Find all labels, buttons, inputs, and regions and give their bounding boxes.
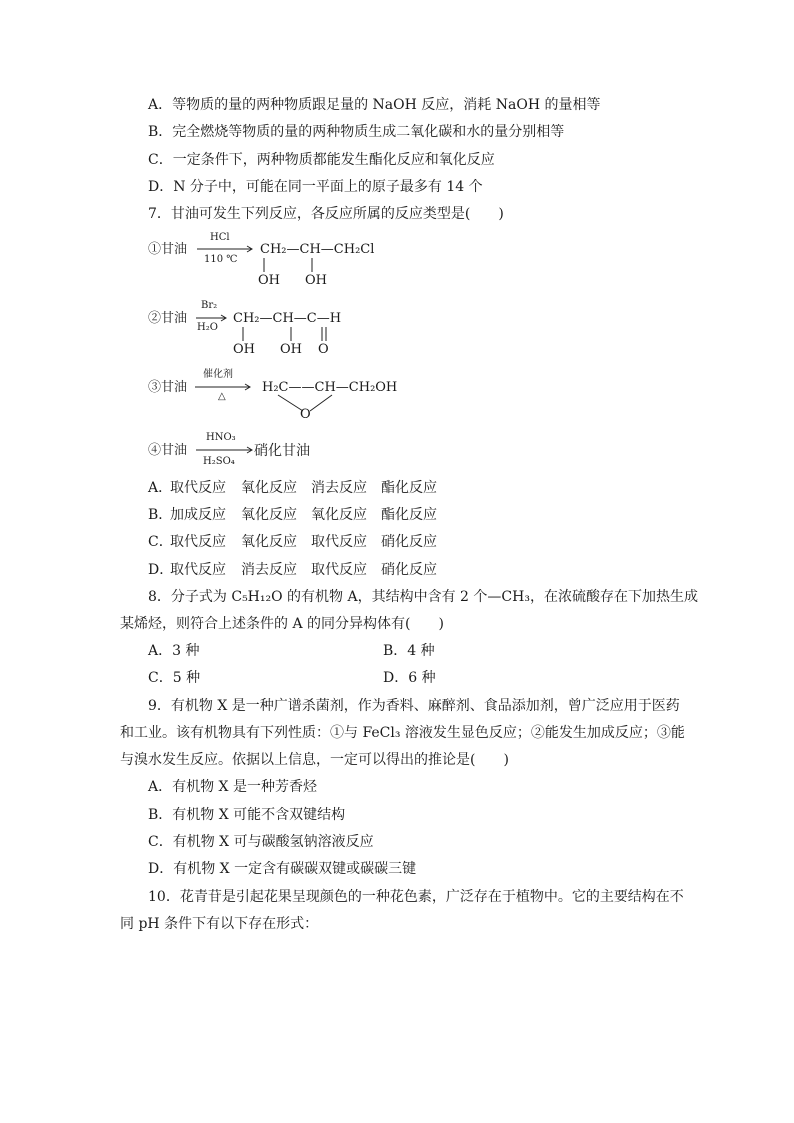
q7-option-c [0,533,794,551]
q8-option-d: D．6 种 [383,670,436,686]
q7-option-item: 酯化反应 [381,507,437,523]
q9-stem-line-2: 和工业。该有机物具有下列性质：①与 FeCl₃ 溶液发生显色反应；②能发生加成反应；③能 [120,725,685,741]
q7-option-a [0,479,794,497]
reaction-1-arrow [197,246,257,252]
q9-stem-line-3: 与溴水发生反应。依据以上信息，一定可以得出的推论是( ) [120,752,509,768]
q7-option-key: B． [148,507,173,523]
reaction-3-product: H₂C——CH—CH₂OH [262,380,398,395]
reaction-4-product: 硝化甘油 [254,443,310,459]
reaction-1-product: CH₂—CH—CH₂Cl [260,242,375,257]
q7-option-key: C． [148,534,173,550]
reaction-2-arrow [196,315,236,321]
q10-stem-line-1: 10．花青苷是引起花果呈现颜色的一种花色素，广泛存在于植物中。它的主要结构在不 [148,889,684,905]
reaction-2-label: ②甘油 [148,311,188,326]
q7-stem: 7．甘油可发生下列反应，各反应所属的反应类型是( ) [148,206,504,222]
q8-stem-line-1: 8．分子式为 C₅H₁₂O 的有机物 A，其结构中含有 2 个—CH₃，在浓硫酸存在下加热生成 [148,589,698,605]
q7-option-item: 氧化反应 [311,507,367,523]
reaction-1-oh-1: OH [258,273,280,288]
q6-option-b: B．完全燃烧等物质的量的两种物质生成二氧化碳和水的量分别相等 [148,124,565,140]
q8-option-b: B．4 种 [383,643,435,659]
q9-option-d: D．有机物 X 一定含有碳碳双键或碳碳三键 [148,861,417,877]
q7-option-item: 取代反应 [311,562,367,578]
reaction-1-oh-2: OH [305,273,327,288]
q7-option-b [0,506,794,524]
reaction-3-reagent-bottom: △ [218,391,226,402]
reaction-1-reagent-bottom: 110 ℃ [204,254,238,265]
reaction-2-reagent-top: Br₂ [201,300,218,311]
q8-option-c: C．5 种 [148,670,201,686]
q7-option-item: 取代反应 [170,480,226,496]
q7-option-item: 酯化反应 [381,480,437,496]
q7-option-item: 取代反应 [170,534,226,550]
reaction-2-oh-1: OH [233,342,255,357]
q7-option-item: 取代反应 [311,534,367,550]
q7-option-item: 氧化反应 [241,507,297,523]
q6-option-c: C．一定条件下，两种物质都能发生酯化反应和氧化反应 [148,152,495,168]
reaction-4-label: ④甘油 [148,443,188,458]
q7-option-item: 硝化反应 [381,562,437,578]
q8-option-a: A．3 种 [148,643,200,659]
q7-option-item: 氧化反应 [241,534,297,550]
q7-option-item: 消去反应 [311,480,367,496]
q7-option-d [0,561,794,579]
q7-option-item: 加成反应 [170,507,226,523]
reaction-2-product: CH₂—CH—C—H [233,311,342,326]
reaction-3-label: ③甘油 [148,380,188,395]
q7-option-item: 硝化反应 [381,534,437,550]
q7-option-item: 消去反应 [241,562,297,578]
q9-option-c: C．有机物 X 可与碳酸氢钠溶液反应 [148,834,374,850]
reaction-2-oh-2: OH [280,342,302,357]
q7-option-item: 氧化反应 [241,480,297,496]
reaction-2-reagent-bottom: H₂O [197,322,218,333]
q7-option-key: A． [148,480,173,496]
q7-option-item: 取代反应 [170,562,226,578]
q7-option-key: D． [148,562,174,578]
q9-stem-line-1: 9．有机物 X 是一种广谱杀菌剂，作为香料、麻醉剂、食品添加剂，曾广泛应用于医药 [148,698,680,714]
reaction-2-o: O [318,342,329,357]
reaction-3-arrow [195,384,255,390]
reaction-4-arrow [196,447,256,453]
q9-option-a: A．有机物 X 是一种芳香烃 [148,779,317,795]
q8-stem-line-2: 某烯烃，则符合上述条件的 A 的同分异构体有( ) [120,616,444,632]
reaction-1-label: ①甘油 [148,242,188,257]
reaction-1-reagent-top: HCl [210,232,230,243]
q10-stem-line-2: 同 pH 条件下有以下存在形式： [120,916,319,932]
q9-option-b: B．有机物 X 可能不含双键结构 [148,807,346,823]
q6-option-d: D．N 分子中，可能在同一平面上的原子最多有 14 个 [148,179,483,195]
reaction-3-reagent-top: 催化剂 [203,369,233,380]
reaction-4-reagent-top: HNO₃ [206,432,236,443]
reaction-4-reagent-bottom: H₂SO₄ [203,456,235,467]
q6-option-a: A．等物质的量的两种物质跟足量的 NaOH 反应，消耗 NaOH 的量相等 [148,97,601,113]
reaction-3-o: O [300,407,311,422]
